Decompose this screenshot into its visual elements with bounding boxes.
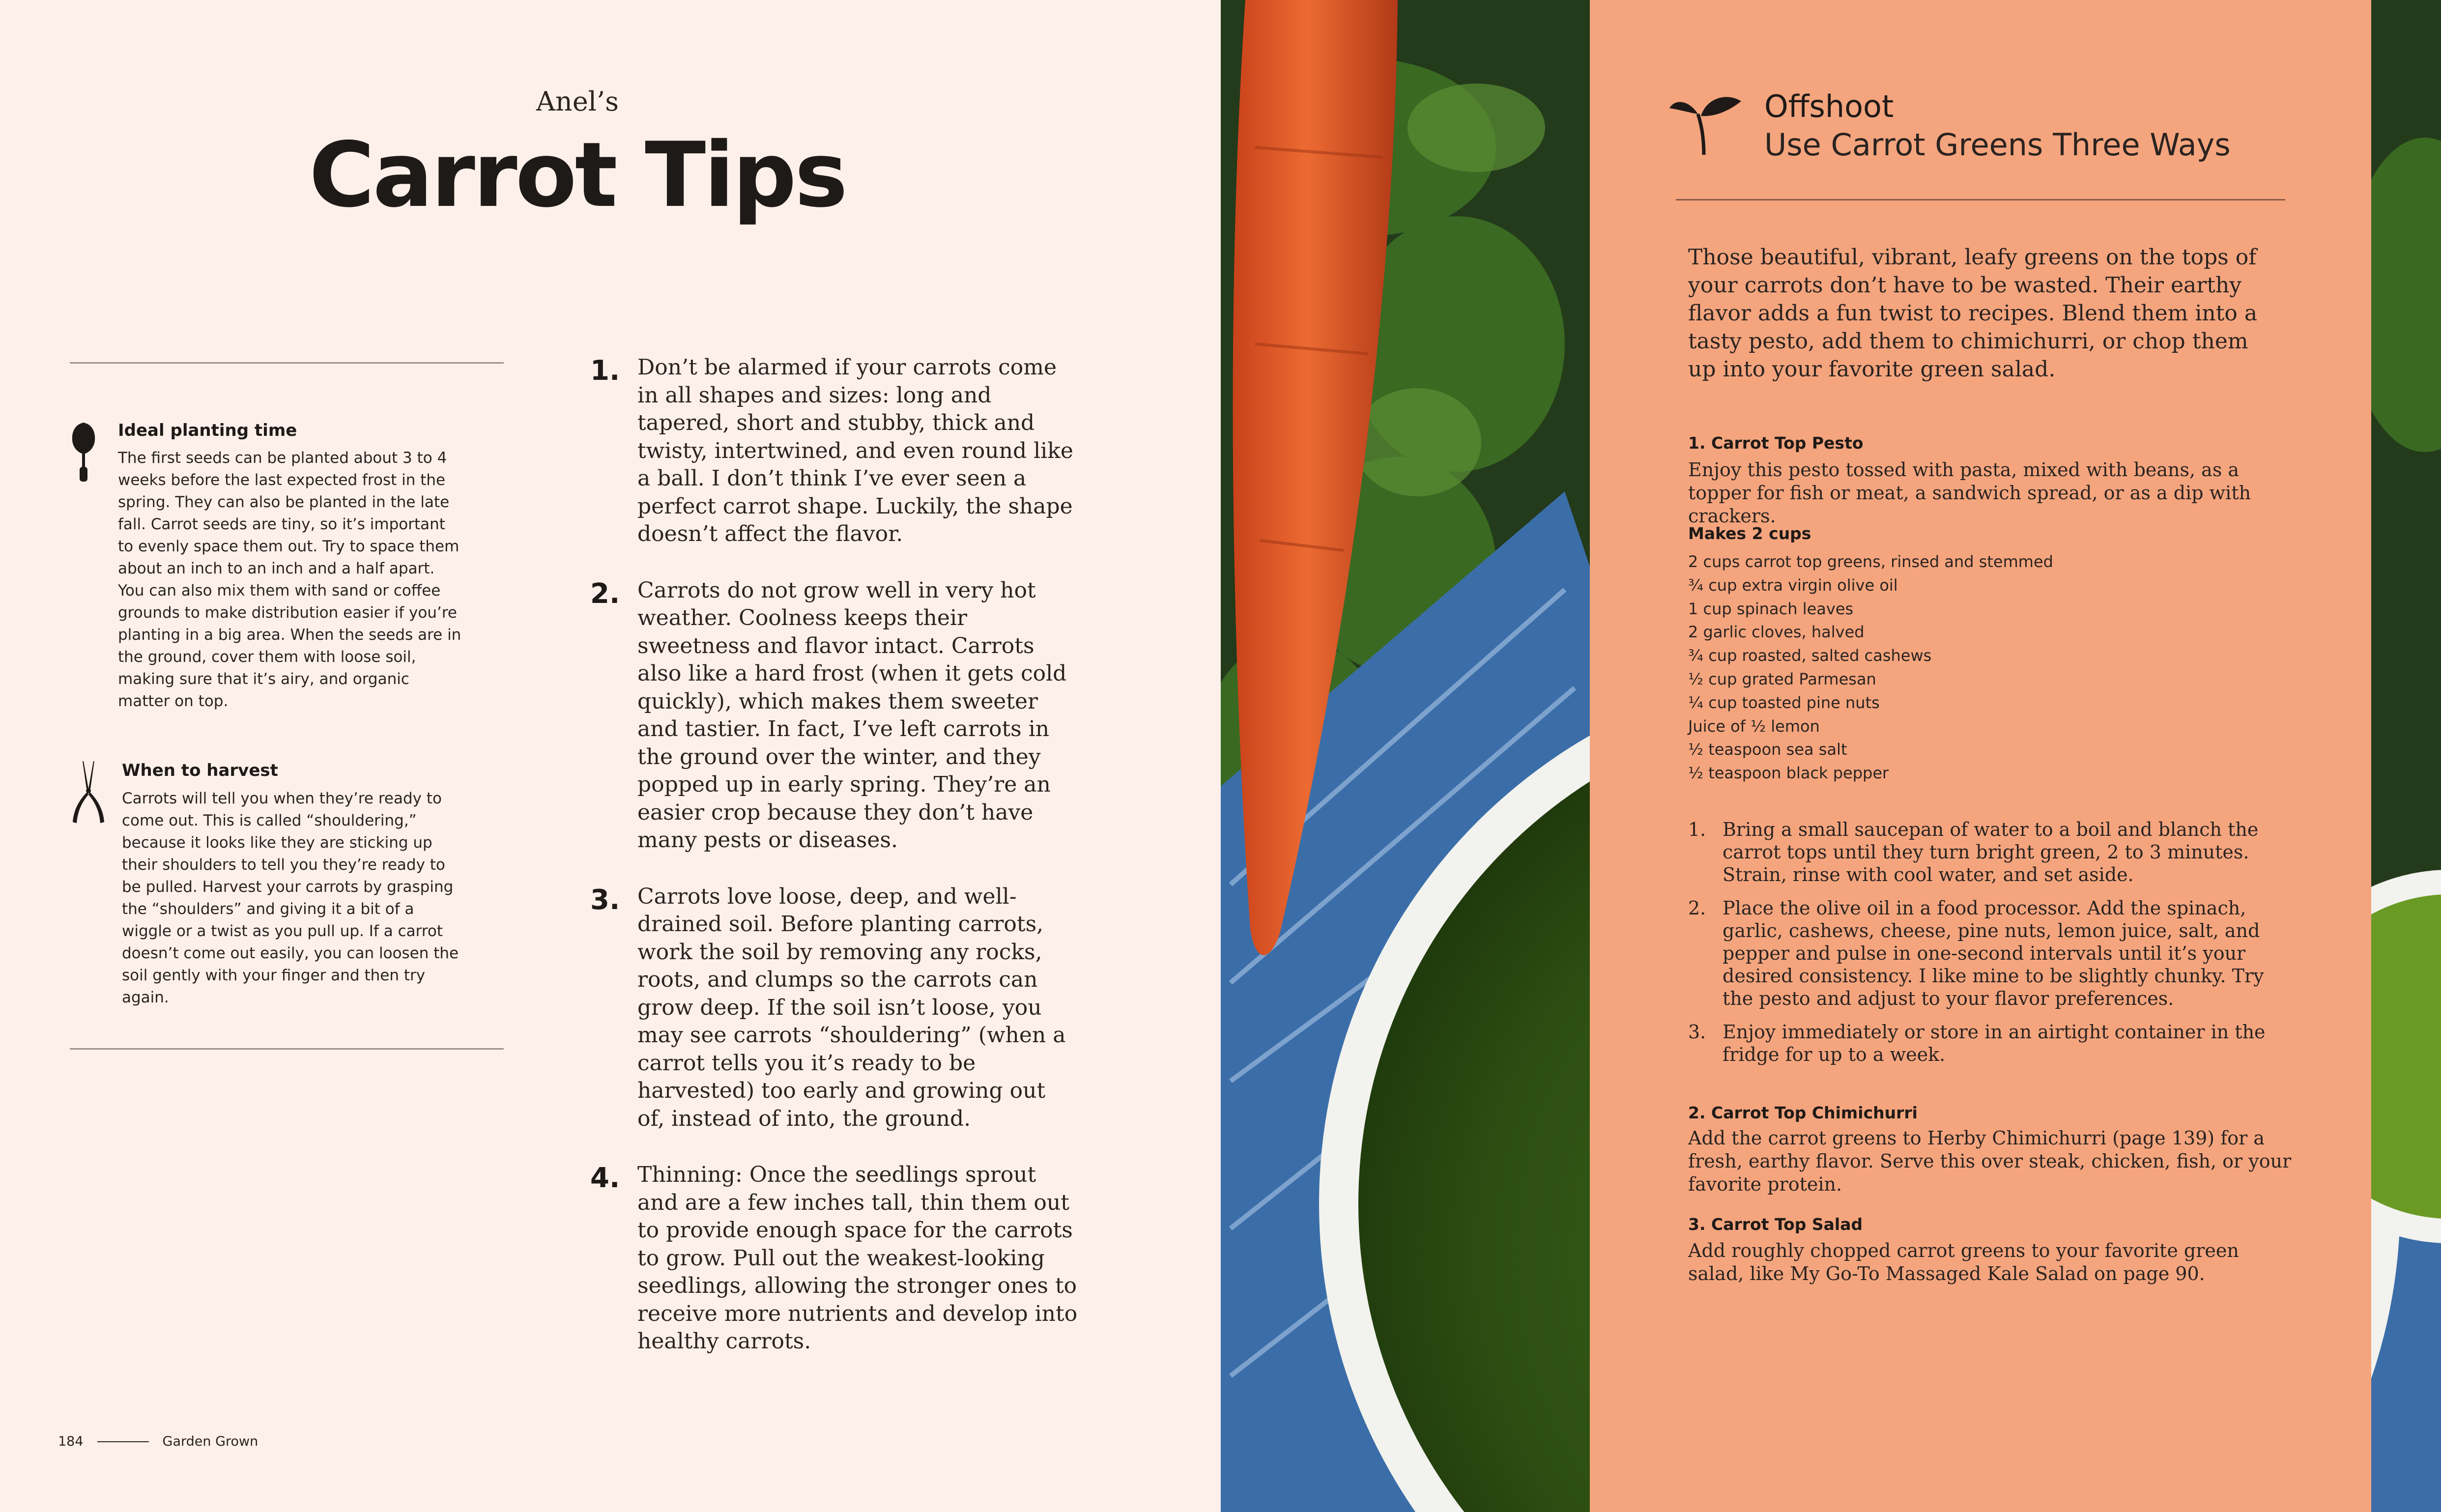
sprout-icon — [1668, 88, 1742, 157]
recipe-yield: Makes 2 cups — [1688, 524, 1811, 543]
tip-text: Don’t be alarmed if your carrots come in all shapes and sizes: long and tapered, short and stubby, thick and twisty, intertwined, and even round like a ball. I don’t think I’ve ever seen a perfect carrot shape. Luckily, the shape doesn’t affect the flavor. — [637, 355, 1073, 546]
page-footer — [58, 1434, 258, 1449]
list-item: ¼ cup toasted pine nuts — [1688, 693, 1880, 712]
list-item — [587, 1161, 1079, 1356]
tip-number: 1. — [590, 355, 620, 387]
list-item: ¾ cup roasted, salted cashews — [1688, 646, 1932, 665]
step-number: 3. — [1688, 1021, 1706, 1043]
ingredients-list — [1688, 550, 2053, 785]
panel-rule — [1676, 199, 2285, 200]
tip-body-planting: The first seeds can be planted about 3 to 4 weeks before the last expected frost in the spring. They can also be planted in the late fall. Carrot seeds are tiny, so it’s important to evenly space them out. Try to space them about an inch to an inch and a half apart. You can also mix them with sand or coffee grounds to make distribution easier if you’re planting in a big area. When the seeds are in the ground, cover them with loose soil, making sure that it’s airy, and organic matter on top. — [118, 449, 461, 710]
book-title: Garden Grown — [162, 1434, 258, 1449]
tip-body-harvest: Carrots will tell you when they’re ready to come out. This is called “shouldering,” because it looks like they are sticking up their shoulders to tell you they’re ready to be pulled. Harvest your carrots by grasping the “shoulders” and giving it a bit of a wiggle or a twist as you pull up. If a carrot doesn’t come out easily, you can loosen the soil gently with your finger and then try again. — [122, 790, 459, 1006]
recipe-heading-pesto: 1. Carrot Top Pesto — [1688, 433, 1864, 453]
list-item — [1688, 897, 2273, 1010]
list-item — [587, 577, 1079, 855]
tip-number: 2. — [590, 577, 620, 610]
recipe-heading-salad: 3. Carrot Top Salad — [1688, 1215, 1863, 1234]
step-number: 1. — [1688, 819, 1706, 840]
page-title: Carrot Tips — [309, 123, 846, 227]
title-kicker: Anel’s — [536, 86, 619, 117]
list-item: ½ teaspoon black pepper — [1688, 764, 1889, 783]
tip-heading-planting: Ideal planting time — [118, 421, 297, 440]
tips-list — [587, 354, 1079, 1384]
sidebar-top-rule — [70, 362, 504, 364]
list-item — [587, 883, 1079, 1133]
recipe-text-salad: Add roughly chopped carrot greens to your favorite green salad, like My Go-To Massaged Kale Salad on page 90. — [1688, 1240, 2239, 1284]
list-item: 2 cups carrot top greens, rinsed and stemmed — [1688, 552, 2053, 571]
offshoot-panel — [1590, 0, 2371, 1512]
step-number: 2. — [1688, 897, 1706, 919]
panel-intro: Those beautiful, vibrant, leafy greens on the tops of your carrots don’t have to be wasted. Their earthy flavor adds a fun twist to recipes. Blend them into a tasty pesto, add them to chimichurri, or chop them up into your favorite green salad. — [1688, 245, 2258, 382]
list-item — [587, 354, 1079, 548]
tip-text: Carrots do not grow well in very hot weather. Coolness keeps their sweetness and flavor intact. Carrots also like a hard frost (when it gets cold quickly), which makes them sweeter and tastier. In fact, I’ve left carrots in the ground over the winter, and they popped up in early spring. They’re an easier crop because they don’t have many pests or diseases. — [637, 577, 1067, 853]
page-number: 184 — [58, 1434, 84, 1449]
list-item: 2 garlic cloves, halved — [1688, 623, 1865, 642]
recipe-text-chimichurri: Add the carrot greens to Herby Chimichurri (page 139) for a fresh, earthy flavor. Serve this over steak, chicken, fish, or your favorite protein. — [1688, 1127, 2292, 1195]
list-item: Juice of ½ lemon — [1688, 716, 1820, 736]
list-item: 1 cup spinach leaves — [1688, 599, 1854, 618]
recipe-heading-chimichurri: 2. Carrot Top Chimichurri — [1688, 1103, 1918, 1122]
tip-number: 4. — [590, 1162, 620, 1194]
trowel-icon — [69, 422, 98, 483]
shears-icon — [69, 759, 108, 826]
list-item — [1688, 818, 2273, 886]
step-text: Bring a small saucepan of water to a boil and blanch the carrot tops until they turn bright green, 2 to 3 minutes. Strain, rinse with cool water, and set aside. — [1723, 819, 2259, 885]
step-text: Enjoy immediately or store in an airtight container in the fridge for up to a week. — [1723, 1021, 2266, 1065]
list-item — [1688, 1021, 2273, 1066]
list-item: ½ cup grated Parmesan — [1688, 669, 1876, 688]
list-item: ½ teaspoon sea salt — [1688, 740, 1847, 759]
tip-heading-harvest: When to harvest — [122, 761, 278, 780]
tip-number: 3. — [590, 884, 620, 916]
panel-kicker: Offshoot — [1764, 88, 1894, 124]
list-item: ¾ cup extra virgin olive oil — [1688, 575, 1898, 595]
step-text: Place the olive oil in a food processor. Add the spinach, garlic, cashews, cheese, pine nuts, lemon juice, salt, and pepper and pulse in one-second intervals until it’s your desired consistency. I like mine to be slightly chunky. Try the pesto and adjust to your flavor preferences. — [1723, 897, 2264, 1009]
footer-divider — [97, 1441, 149, 1442]
tip-text: Carrots love loose, deep, and well-drained soil. Before planting carrots, work the soil by removing any rocks, roots, and clumps so the carrots can grow deep. If the soil isn’t loose, you may see carrots “shouldering” (when a carrot tells you it’s ready to be harvested) too early and growing out of, instead of into, the ground. — [637, 884, 1066, 1131]
sidebar-bottom-rule — [70, 1048, 504, 1050]
recipe-steps — [1688, 818, 2273, 1077]
recipe-description-pesto: Enjoy this pesto tossed with pasta, mixed with beans, as a topper for fish or meat, a sandwich spread, or as a dip with crackers. — [1688, 459, 2251, 527]
panel-title: Use Carrot Greens Three Ways — [1764, 127, 2231, 163]
tip-text: Thinning: Once the seedlings sprout and are a few inches tall, thin them out to provide enough space for the carrots to grow. Pull out the weakest-looking seedlings, allowing the stronger ones to receive more nutrients and develop into healthy carrots. — [637, 1162, 1078, 1354]
